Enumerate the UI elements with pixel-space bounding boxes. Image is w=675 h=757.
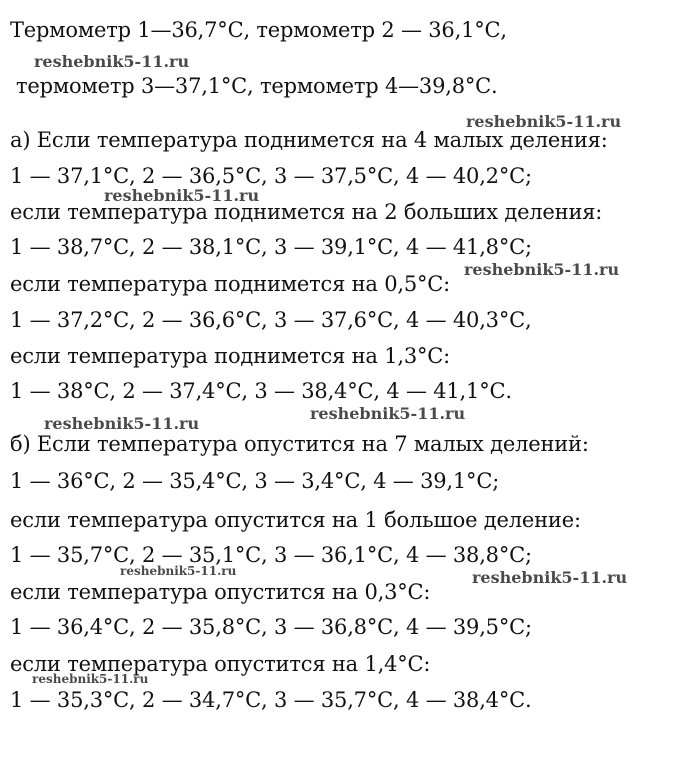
text-line: 1 — 36,4°С, 2 — 35,8°С, 3 — 36,8°С, 4 — 39,5°С; <box>10 615 532 639</box>
watermark: reshebnik5-11.ru <box>466 112 622 131</box>
watermark: reshebnik5-11.ru <box>472 568 628 587</box>
text-line: 1 — 38,7°С, 2 — 38,1°С, 3 — 39,1°С, 4 — 41,8°С; <box>10 235 532 259</box>
text-line: если температура поднимется на 0,5°С: <box>10 272 451 296</box>
watermark: reshebnik5-11.ru <box>44 414 200 433</box>
text-line: 1 — 37,2°С, 2 — 36,6°С, 3 — 37,6°С, 4 — 40,3°С, <box>10 308 532 332</box>
text-line: если температура поднимется на 1,3°С: <box>10 344 451 368</box>
text-line: а) Если температура поднимется на 4 малых деления: <box>10 128 608 152</box>
text-line: б) Если температура опустится на 7 малых делений: <box>10 432 589 456</box>
text-line: если температура поднимется на 2 больших деления: <box>10 200 603 224</box>
text-line: если температура опустится на 1 большое деление: <box>10 508 581 532</box>
text-line: 1 — 36°С, 2 — 35,4°С, 3 — 3,4°С, 4 — 39,1°С; <box>10 469 500 493</box>
text-line: термометр 3—37,1°С, термометр 4—39,8°С. <box>16 74 498 98</box>
text-line: 1 — 35,7°С, 2 — 35,1°С, 3 — 36,1°С, 4 — 38,8°С; <box>10 543 532 567</box>
watermark: reshebnik5-11.ru <box>34 52 190 71</box>
text-line: если температура опустится на 1,4°С: <box>10 652 431 676</box>
watermark: reshebnik5-11.ru <box>120 564 237 578</box>
watermark: reshebnik5-11.ru <box>32 672 149 686</box>
watermark: reshebnik5-11.ru <box>464 260 620 279</box>
text-line: Термометр 1—36,7°С, термометр 2 — 36,1°С, <box>10 18 507 42</box>
text-line: 1 — 35,3°С, 2 — 34,7°С, 3 — 35,7°С, 4 — 38,4°С. <box>10 688 532 712</box>
text-line: 1 — 37,1°С, 2 — 36,5°С, 3 — 37,5°С, 4 — 40,2°С; <box>10 164 532 188</box>
watermark: reshebnik5-11.ru <box>104 186 260 205</box>
watermark: reshebnik5-11.ru <box>310 404 466 423</box>
text-line: если температура опустится на 0,3°С: <box>10 580 431 604</box>
text-line: 1 — 38°С, 2 — 37,4°С, 3 — 38,4°С, 4 — 41,1°С. <box>10 379 512 403</box>
